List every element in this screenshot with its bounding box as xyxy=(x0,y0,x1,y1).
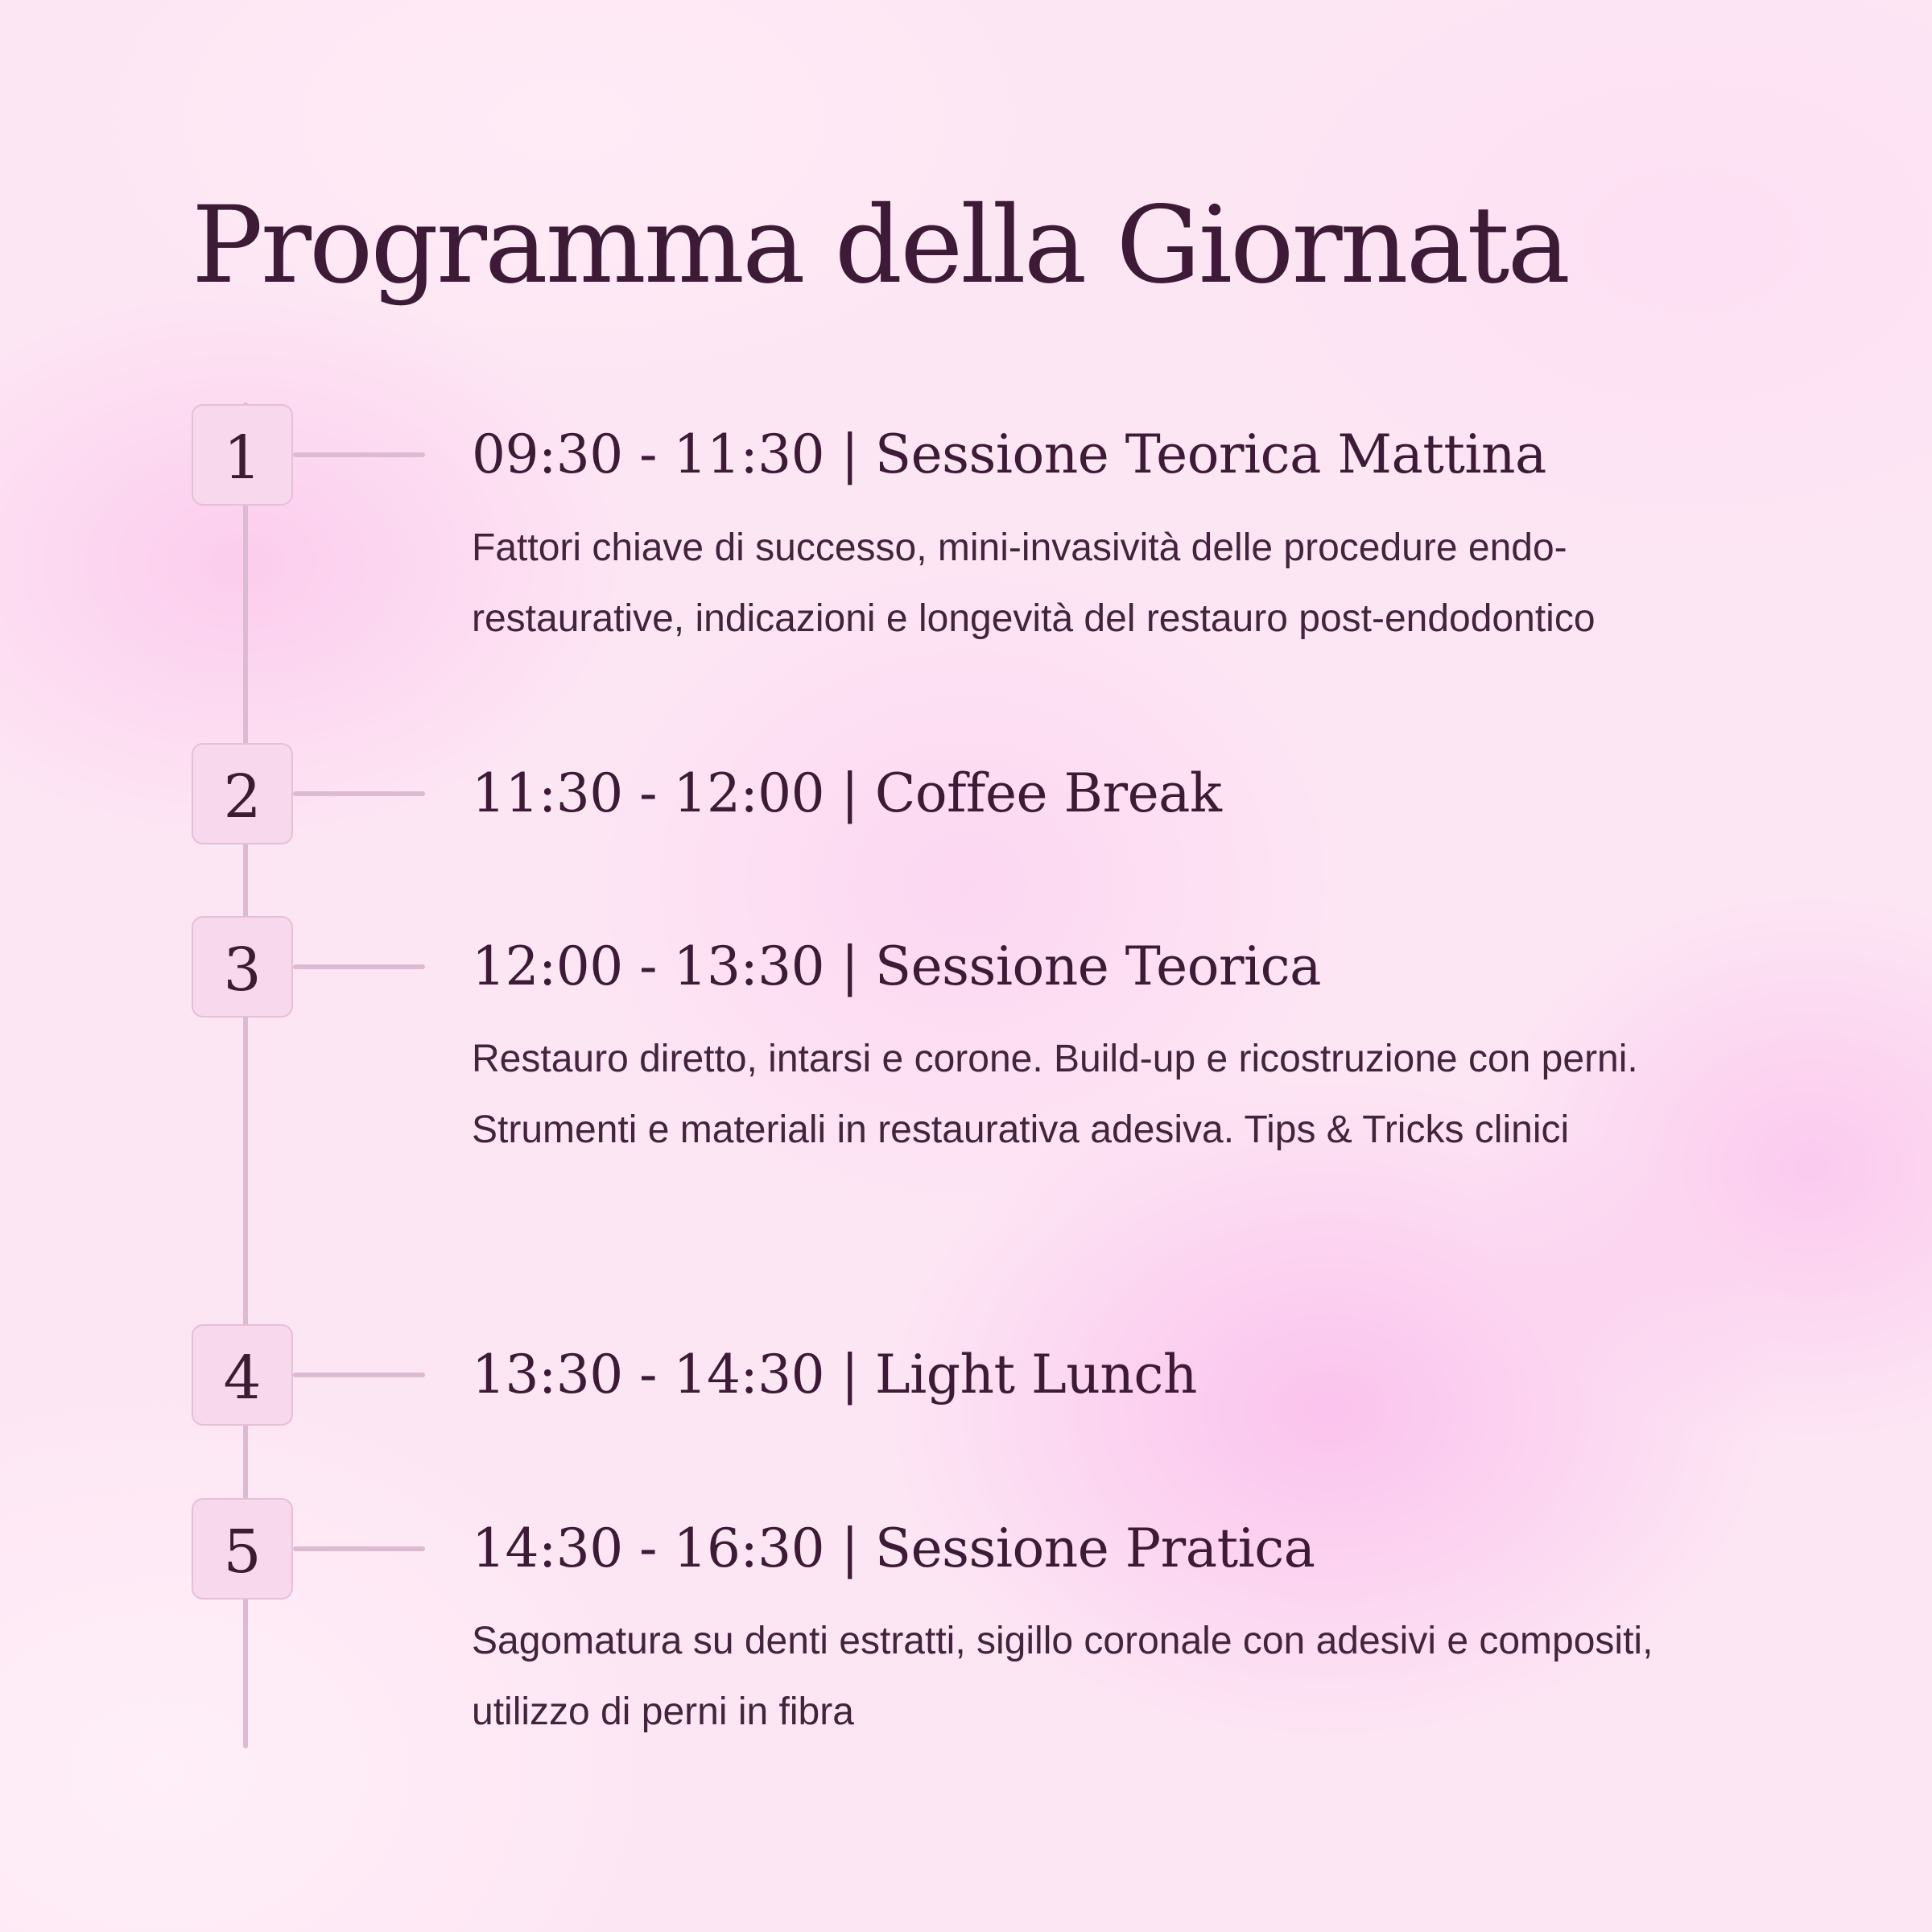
step-number-badge: 2 xyxy=(192,743,293,844)
timeline-connector xyxy=(293,964,425,969)
step-number-badge: 1 xyxy=(192,404,293,506)
timeline-connector xyxy=(293,1546,425,1551)
schedule-item-heading: 14:30 - 16:30 | Sessione Pratica xyxy=(472,1517,1315,1579)
schedule-item-description: Restauro diretto, intarsi e corone. Build-up e ricostruzione con perni. Strumenti e materiali in restaurativa adesiva. Tips & Tricks clinici xyxy=(472,1038,1638,1151)
step-number-badge: 4 xyxy=(192,1324,293,1426)
step-number-badge: 5 xyxy=(192,1498,293,1600)
step-number-badge: 3 xyxy=(192,916,293,1018)
timeline-connector xyxy=(293,1373,425,1377)
schedule-item-heading: 11:30 - 12:00 | Coffee Break xyxy=(472,762,1222,824)
schedule-item-heading: 09:30 - 11:30 | Sessione Teorica Mattina xyxy=(472,423,1546,485)
schedule-item-description: Fattori chiave di successo, mini-invasività delle procedure endo-restaurative, indicazioni e longevità del restauro post-endodontico xyxy=(472,526,1596,640)
page-title: Programma della Giornata xyxy=(192,184,1569,308)
schedule-item-heading: 12:00 - 13:30 | Sessione Teorica xyxy=(472,935,1321,997)
schedule-item-heading: 13:30 - 14:30 | Light Lunch xyxy=(472,1344,1197,1406)
schedule-item-description: Sagomatura su denti estratti, sigillo coronale con adesivi e compositi, utilizzo di perni in fibra xyxy=(472,1620,1653,1733)
timeline-connector xyxy=(293,791,425,796)
timeline-connector xyxy=(293,452,425,457)
